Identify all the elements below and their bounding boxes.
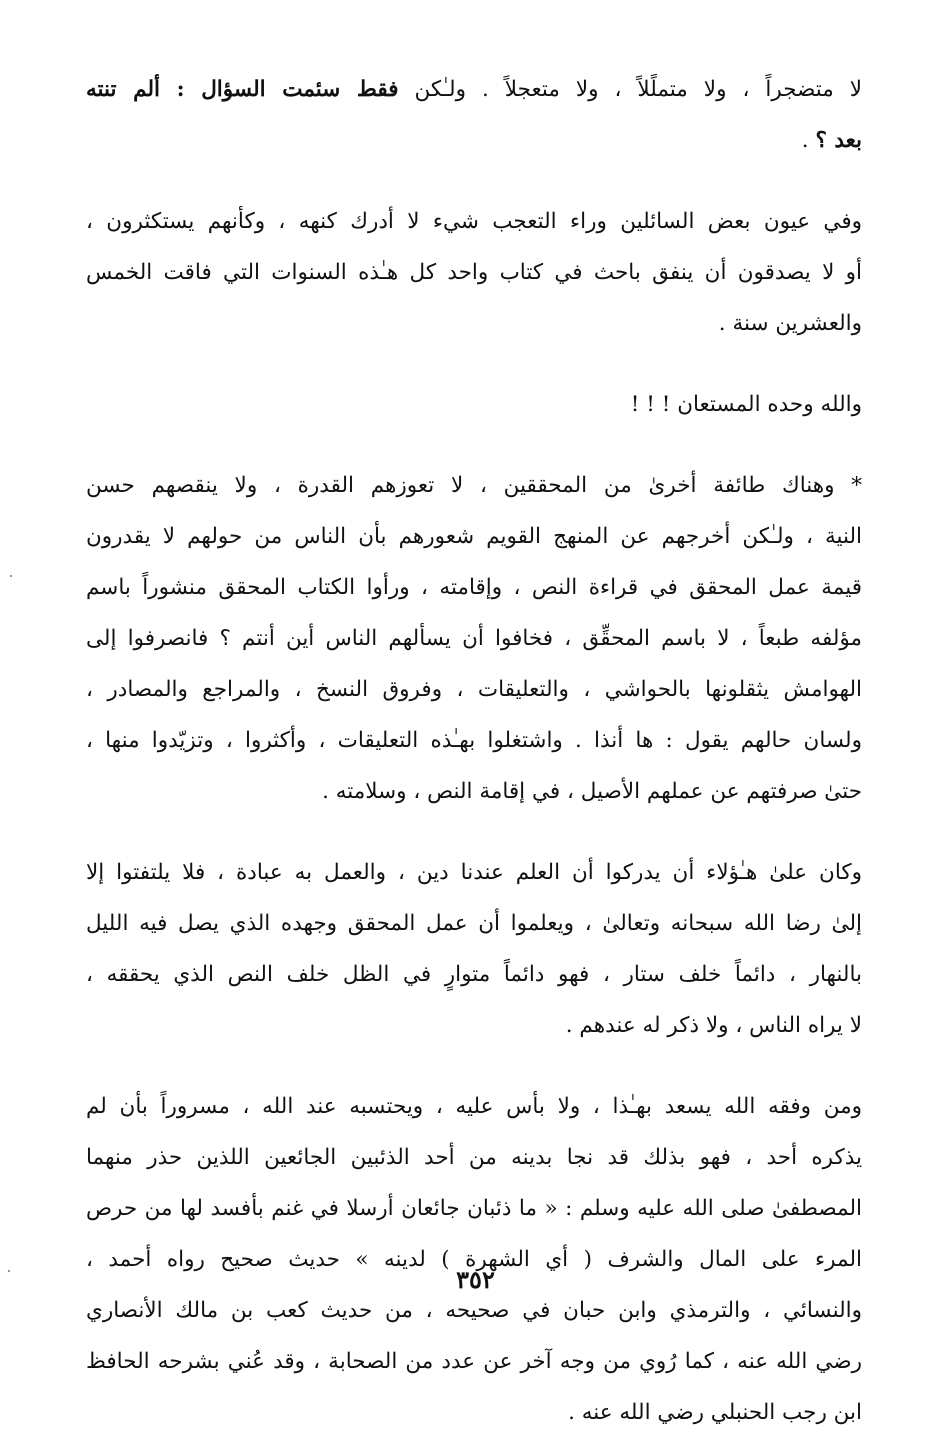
paragraph-gap — [86, 1051, 862, 1081]
text-line: يذكره أحد ، فهو بذلك قد نجا بدينه من أحد الذئبين الجائعين اللذين حذر منهما — [86, 1145, 862, 1170]
page-number: ٣٥٢ — [456, 1265, 495, 1294]
text-line: مؤلفه طبعاً ، لا باسم المحقِّق ، فخافوا أن يسألهم الناس أين أنتم ؟ فانصرفوا إلى — [86, 626, 862, 651]
text-line: قيمة عمل المحقق في قراءة النص ، وإقامته ، ورأوا الكتاب المحقق منشوراً باسم — [86, 575, 862, 600]
text-line: ولسان حالهم يقول : ها أنذا . واشتغلوا بهـٰذه التعليقات ، وأكثروا ، وتزيّدوا منها ، — [86, 728, 862, 753]
text-line: وكان علىٰ هـٰؤلاء أن يدركوا أن العلم عندنا دين ، والعمل به عبادة ، فلا يلتفتوا إلا — [86, 860, 862, 885]
paragraph-4 — [86, 460, 862, 817]
text-line: * وهناك طائفة أخرىٰ من المحققين ، لا تعوزهم القدرة ، ولا ينقصهم حسن — [86, 473, 862, 498]
text-line: ابن رجب الحنبلي رضي الله عنه . — [568, 1400, 862, 1425]
scan-speck — [10, 575, 12, 577]
paragraph-5 — [86, 847, 862, 1051]
scan-speck — [8, 1270, 10, 1272]
paragraph-gap — [86, 349, 862, 379]
bold-text-run: فقط سئمت السؤال : ألم تنته — [86, 77, 399, 102]
paragraph-gap — [86, 166, 862, 196]
text-line: والله وحده المستعان ! ! ! — [630, 392, 862, 417]
text-line: الهوامش يثقلونها بالحواشي ، والتعليقات ، وفروق النسخ ، والمراجع والمصادر ، — [86, 677, 862, 702]
text-line: لا يراه الناس ، ولا ذكر له عندهم . — [565, 1013, 862, 1038]
text-line: المرء على المال والشرف ( أي الشهرة ) لدينه » حديث صحيح رواه أحمد ، — [86, 1247, 862, 1272]
text-run: لا متضجراً ، ولا متملًلاً ، ولا متعجلاً . ولـٰكن — [398, 77, 862, 102]
page-body — [86, 64, 862, 1438]
paragraph-gap — [86, 817, 862, 847]
text-line: وفي عيون بعض السائلين وراء التعجب شيء لا أدرك كنهه ، وكأنهم يستكثرون ، — [86, 209, 862, 234]
text-line — [86, 64, 862, 115]
paragraph-1 — [86, 64, 862, 166]
text-run: . — [801, 128, 816, 153]
text-line: ومن وفقه الله يسعد بهـٰذا ، ولا بأس عليه ، ويحتسبه عند الله ، مسروراً بأن لم — [86, 1094, 862, 1119]
text-line: حتىٰ صرفتهم عن عملهم الأصيل ، في إقامة النص ، وسلامته . — [322, 779, 862, 804]
paragraph-gap — [86, 430, 862, 460]
text-line: أو لا يصدقون أن ينفق باحث في كتاب واحد كل هـٰذه السنوات التي فاقت الخمس — [86, 260, 862, 285]
text-line: بالنهار ، دائماً خلف ستار ، فهو دائماً متوارٍ في الظل خلف النص الذي يحققه ، — [86, 962, 862, 987]
text-line: والنسائي ، والترمذي وابن حبان في صحيحه ، من حديث كعب بن مالك الأنصاري — [86, 1298, 862, 1323]
paragraph-2 — [86, 196, 862, 349]
text-line: المصطفىٰ صلى الله عليه وسلم : « ما ذئبان جائعان أرسلا في غنم بأفسد لها من حرص — [86, 1196, 862, 1221]
paragraph-3 — [86, 379, 862, 430]
text-line: رضي الله عنه ، كما رُوي من وجه آخر عن عدد من الصحابة ، وقد عُني بشرحه الحافظ — [86, 1349, 862, 1374]
text-line — [86, 115, 862, 166]
paragraph-6 — [86, 1081, 862, 1438]
text-line: إلىٰ رضا الله سبحانه وتعالىٰ ، ويعلموا أن عمل المحقق وجهده الذي يصل فيه الليل — [86, 911, 862, 936]
text-line: والعشرين سنة . — [718, 311, 862, 336]
text-line: النية ، ولـٰكن أخرجهم عن المنهج القويم شعورهم بأن الناس من حولهم لا يقدرون — [86, 524, 862, 549]
bold-text-run: بعد ؟ — [815, 128, 862, 153]
